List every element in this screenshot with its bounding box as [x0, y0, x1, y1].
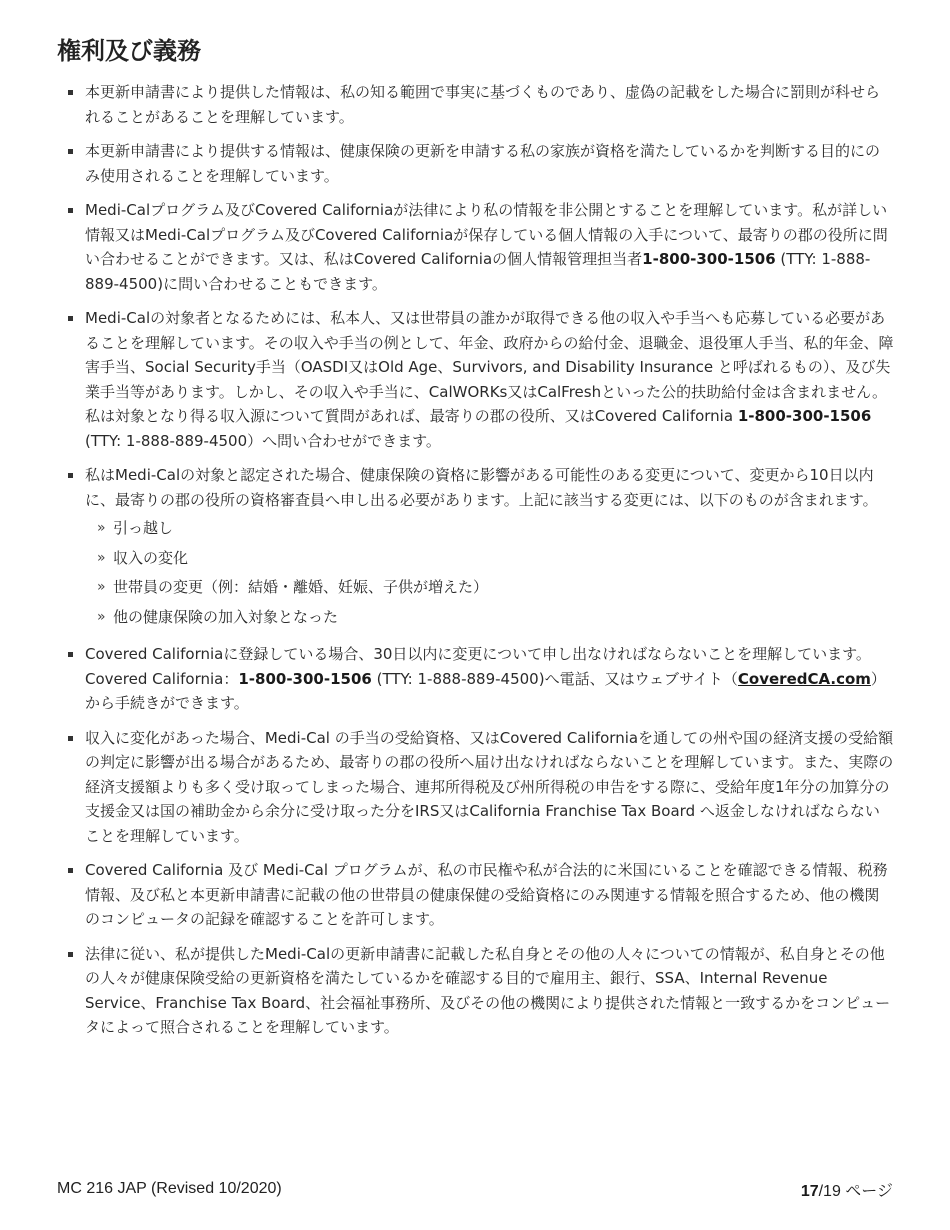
list-item: [68, 139, 894, 188]
item-text: (TTY: 1-888-889-4500)へ電話、又はウェブサイト（: [371, 669, 738, 688]
bullet-icon: [68, 90, 73, 95]
item-text: Medi-Calの対象者となるためには、私本人、又は世帯員の誰かが取得できる他の収入や手当へも応募している必要があることを理解しています。その収入や手当の例として、年金、政府からの給付金、退職金、退役軍人手当、私的年金、障害手当、Social Security手当（OASDI又はOld Age、Survivors, and Disability Insurance と呼ばれるもの）、及び失業手当等があります。しかし、その収入や手当に、CalWORKs又はCalFreshといった公的扶助給付金は含まれません。私は対象となり得る収入源について質問があれば、最寄りの郡の役所、又はCovered California: [85, 309, 894, 425]
item-text: 本更新申請書により提供した情報は、私の知る範囲で事実に基づくものであり、虚偽の記載をした場合に罰則が科せられることがあることを理解しています。: [85, 83, 881, 126]
sub-list-item: [85, 544, 894, 574]
page-suffix: ページ: [840, 1183, 893, 1200]
chevron-right-icon: »: [97, 549, 106, 566]
item-text: ）から手続きができます。: [85, 669, 886, 712]
phone-number: 1-800-300-1506: [642, 250, 776, 268]
change-list: [85, 514, 894, 632]
item-text: 収入に変化があった場合、Medi-Cal の手当の受給資格、又はCovered Californiaを通しての州や国の経済支援の受給額の判定に影響が出る場合があるため、最寄りの郡の役所へ届け出なければならないことを理解しています。また、実際の経済支援額よりも多く受け取ってしまった場合、連邦所得税及び州所得税の申告をする際に、受給年度1年分の加算分の支援金又は国の補助金から余分に受け取った分をIRS又はCalifornia Franchise Tax Board へ返金しなければならないことを理解しています。: [85, 728, 894, 845]
sub-list-item: [85, 573, 894, 603]
bullet-icon: [68, 149, 73, 154]
form-id: MC 216 JAP (Revised 10/2020): [57, 1180, 282, 1197]
covered-ca-link[interactable]: CoveredCA.com: [737, 669, 871, 688]
bullet-icon: [68, 736, 73, 741]
list-item: [68, 942, 894, 1040]
chevron-right-icon: »: [97, 520, 106, 536]
item-text: Covered Californiaに登録している場合、30日以内に変更について申し出なければならないことを理解しています。Covered California：: [85, 645, 871, 688]
sub-item-text: 世帯員の変更（例：結婚・離婚、妊娠、子供が増えた）: [113, 578, 489, 596]
list-item: [68, 642, 894, 716]
list-item: [68, 858, 894, 932]
page-total: /19: [818, 1183, 841, 1200]
item-text: 法律に従い、私が提供したMedi-Calの更新申請書に記載した私自身とその他の人々についての情報が、私自身とその他の人々が健康保険受給の更新資格を満たしているかを確認する目的で雇用主、銀行、SSA、Internal Revenue Service、Franchise Tax Board、社会福祉事務所、及びその他の機関により提供された情報と一致するかをコンピュータによって照合されることを理解しています。: [85, 944, 891, 1036]
chevron-right-icon: »: [97, 608, 106, 625]
bullet-icon: [68, 652, 73, 657]
item-text: Covered California 及び Medi-Cal プログラムが、私の市民権や私が合法的に米国にいることを確認できる情報、税務情報、及び私と本更新申請書に記載の他の世帯員の健康保健の受給資格にのみ関連する情報を照合するため、他の機関のコンピュータの記録を確認することを許可します。: [85, 861, 888, 928]
list-item: [68, 726, 894, 849]
bullet-icon: [68, 868, 73, 873]
list-item: [68, 198, 894, 296]
bullet-icon: [68, 473, 73, 478]
phone-number: 1-800-300-1506: [737, 407, 872, 425]
bullet-icon: [68, 952, 73, 957]
item-text: (TTY: 1-888-889-4500）へ問い合わせができます。: [85, 431, 441, 450]
page-current: 17: [800, 1183, 819, 1200]
list-item: [68, 463, 894, 632]
sub-list-item: [85, 603, 894, 633]
item-text: 私はMedi-Calの対象と認定された場合、健康保険の資格に影響がある可能性のある変更について、変更から10日以内に、最寄りの郡の役所の資格審査員へ申し出る必要があります。上記に該当する変更には、以下のものが含まれます。: [85, 466, 878, 509]
page-title: 権利及び義務: [57, 37, 201, 65]
bullet-icon: [68, 316, 73, 321]
sub-list-item: [85, 514, 894, 544]
list-item: [68, 80, 894, 129]
page-number: [801, 1178, 893, 1201]
item-text: 本更新申請書により提供する情報は、健康保険の更新を申請する私の家族が資格を満たしているかを判断する目的にのみ使用されることを理解しています。: [85, 142, 881, 185]
chevron-right-icon: »: [97, 579, 106, 595]
phone-number: 1-800-300-1506: [238, 669, 372, 688]
rights-list: [68, 80, 894, 1050]
list-item: [68, 306, 894, 453]
item-text: Medi-Calプログラム及びCovered Californiaが法律により私の情報を非公開とすることを理解しています。私が詳しい情報又はMedi-Calプログラム及びCovered Californiaが保存している個人情報の入手について、最寄りの郡の役所に問い合わせることができます。又は、私はCovered Californiaの個人情報管理担当者: [85, 201, 888, 268]
sub-item-text: 収入の変化: [113, 548, 189, 567]
sub-item-text: 他の健康保険の加入対象となった: [113, 607, 339, 626]
sub-item-text: 引っ越し: [113, 519, 174, 537]
item-text: (TTY: 1-888-889-4500)に問い合わせることもできます。: [85, 250, 871, 293]
bullet-icon: [68, 208, 73, 213]
